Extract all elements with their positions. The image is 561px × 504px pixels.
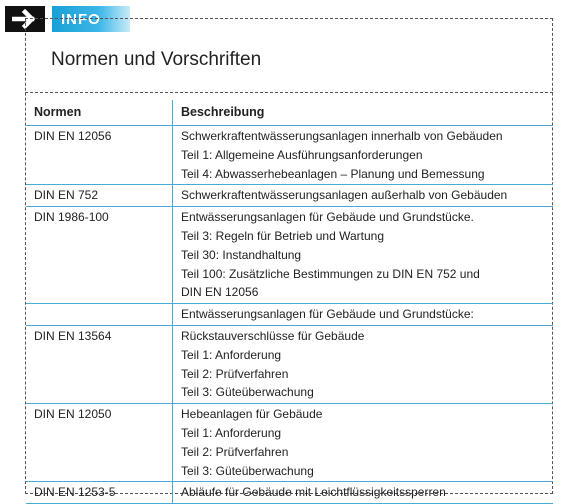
table-row — [26, 325, 553, 403]
description-cell — [173, 185, 554, 207]
description-line: Teil 2: Prüfverfahren — [181, 444, 289, 459]
norm-cell: DIN 1986-100 — [26, 207, 173, 304]
description-line: Rückstauverschlüsse für Gebäude — [181, 328, 365, 343]
description-cell — [173, 207, 554, 304]
description-cell — [173, 304, 554, 326]
description-cell — [173, 126, 554, 185]
norm-cell: DIN EN 12050 — [26, 404, 173, 482]
description-line: Abläufe für Gebäude mit Leichtflüssigkeitssperren — [181, 485, 446, 500]
norm-cell — [26, 304, 173, 326]
table-header-row — [26, 100, 553, 126]
description-cell — [173, 404, 554, 482]
description-line: Entwässerungsanlagen für Gebäude und Grundstücke: — [181, 307, 474, 322]
description-line: Schwerkraftentwässerungsanlagen außerhalb von Gebäuden — [181, 188, 508, 203]
description-cell — [173, 325, 554, 403]
description-line: Teil 3: Regeln für Betrieb und Wartung — [181, 228, 384, 243]
description-line: Teil 1: Anforderung — [181, 425, 282, 440]
description-line: Hebeanlagen für Gebäude — [181, 407, 323, 422]
title-divider — [25, 92, 553, 93]
description-cell — [173, 482, 554, 504]
column-header-description: Beschreibung — [173, 100, 554, 126]
description-line: Teil 100: Zusätzliche Bestimmungen zu DIN EN 752 und — [181, 266, 480, 281]
description-line: Schwerkraftentwässerungsanlagen innerhalb von Gebäuden — [181, 129, 503, 143]
page-title: Normen und Vorschriften — [51, 49, 262, 70]
table-row — [26, 404, 553, 482]
norms-table — [26, 100, 553, 504]
norm-cell: DIN EN 752 — [26, 185, 173, 207]
description-line: Teil 3: Güteüberwachung — [181, 385, 314, 400]
description-line: Teil 1: Allgemeine Ausführungsanforderungen — [181, 147, 423, 162]
description-line: DIN EN 12056 — [181, 285, 259, 300]
description-line: Teil 1: Anforderung — [181, 347, 282, 362]
norm-cell: DIN EN 1253-5 — [26, 482, 173, 504]
table-row — [26, 207, 553, 304]
norm-cell: DIN EN 12056 — [26, 126, 173, 185]
info-badge: INFO — [52, 6, 130, 32]
description-line: Teil 3: Güteüberwachung — [181, 463, 314, 478]
description-line: Entwässerungsanlagen für Gebäude und Grundstücke. — [181, 210, 474, 225]
table-body — [26, 126, 553, 504]
table-row — [26, 482, 553, 504]
table-row — [26, 185, 553, 207]
table-row — [26, 304, 553, 326]
table-row — [26, 126, 553, 185]
description-line: Teil 4: Abwasserhebeanlagen – Planung und Bemessung — [181, 166, 485, 181]
description-line: Teil 2: Prüfverfahren — [181, 366, 289, 381]
description-line: Teil 30: Instandhaltung — [181, 247, 302, 262]
column-header-norms: Normen — [26, 100, 173, 126]
norm-cell: DIN EN 13564 — [26, 325, 173, 403]
